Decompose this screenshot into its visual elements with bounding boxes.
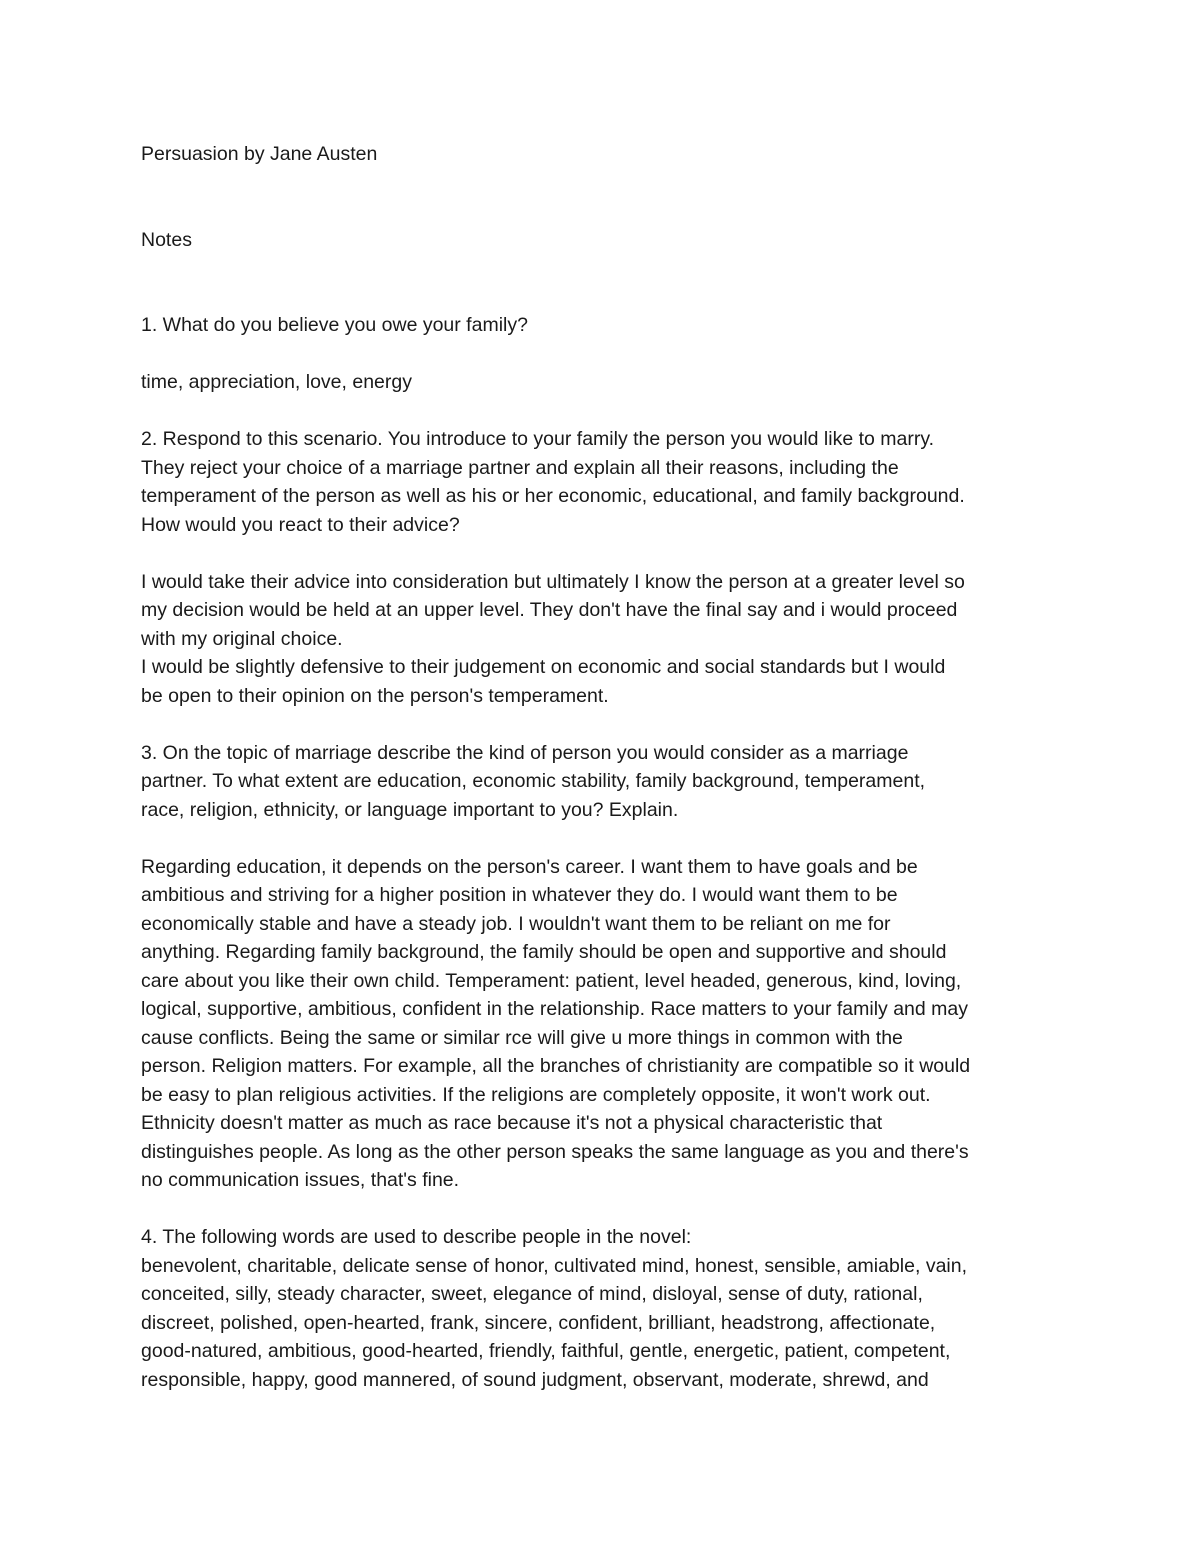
answer-3-line: ambitious and striving for a higher position in whatever they do. I would want them to be bbox=[141, 884, 898, 906]
answer-3-line: anything. Regarding family background, the family should be open and supportive and should bbox=[141, 941, 947, 963]
word-list-line: benevolent, charitable, delicate sense of honor, cultivated mind, honest, sensible, amiable, vain, bbox=[141, 1254, 968, 1277]
document-title: Persuasion by Jane Austen bbox=[141, 143, 378, 165]
answer-2-line: I would take their advice into consideration but ultimately I know the person at a greater level so bbox=[141, 570, 965, 593]
answer-3-line: person. Religion matters. For example, all the branches of christianity are compatible so it would bbox=[141, 1055, 971, 1077]
answer-3-line: cause conflicts. Being the same or similar rce will give u more things in common with the bbox=[141, 1026, 903, 1049]
answer-3-line: care about you like their own child. Temperament: patient, level headed, generous, kind, loving, bbox=[141, 969, 962, 992]
question-4: 4. The following words are used to describe people in the novel: bbox=[141, 1226, 692, 1248]
answer-2 bbox=[141, 568, 1071, 711]
answer-2-line: be open to their opinion on the person's temperament. bbox=[141, 684, 609, 707]
document-subtitle: Notes bbox=[141, 228, 192, 251]
word-list-line: responsible, happy, good mannered, of sound judgment, observant, moderate, shrewd, and bbox=[141, 1368, 929, 1391]
question-3-line: 3. On the topic of marriage describe the kind of person you would consider as a marriage bbox=[141, 741, 909, 764]
question-2-line: 2. Respond to this scenario. You introduce to your family the person you would like to marry. bbox=[141, 428, 935, 450]
word-list-line: good-natured, ambitious, good-hearted, friendly, faithful, gentle, energetic, patient, competent, bbox=[141, 1340, 951, 1362]
spacer bbox=[141, 1195, 1071, 1224]
answer-3-line: logical, supportive, ambitious, confident in the relationship. Race matters to your family and may bbox=[141, 998, 968, 1020]
answer-3-line: Ethnicity doesn't matter as much as race because it's not a physical characteristic that bbox=[141, 1112, 883, 1134]
answer-3-line: economically stable and have a steady job. I wouldn't want them to be reliant on me for bbox=[141, 912, 891, 935]
question-3-line: race, religion, ethnicity, or language important to you? Explain. bbox=[141, 798, 679, 821]
spacer bbox=[141, 340, 1071, 369]
word-list-line: discreet, polished, open-hearted, frank, sincere, confident, brilliant, headstrong, affectionate, bbox=[141, 1311, 936, 1334]
question-2-line: temperament of the person as well as his or her economic, educational, and family background. bbox=[141, 485, 965, 507]
document-page bbox=[141, 140, 1071, 1394]
answer-3-line: no communication issues, that's fine. bbox=[141, 1169, 460, 1191]
answer-2-line: my decision would be held at an upper level. They don't have the final say and i would proceed bbox=[141, 599, 958, 621]
answer-2-line: with my original choice. bbox=[141, 627, 343, 650]
spacer bbox=[141, 254, 1071, 311]
answer-2-line: I would be slightly defensive to their judgement on economic and social standards but I would bbox=[141, 656, 946, 678]
question-2-line: They reject your choice of a marriage partner and explain all their reasons, including the bbox=[141, 456, 899, 479]
spacer bbox=[141, 397, 1071, 426]
answer-3-line: Regarding education, it depends on the person's career. I want them to have goals and be bbox=[141, 855, 918, 878]
spacer bbox=[141, 824, 1071, 853]
question-1: 1. What do you believe you owe your family? bbox=[141, 314, 528, 336]
word-list bbox=[141, 1252, 1071, 1395]
answer-3 bbox=[141, 853, 1071, 1195]
answer-1: time, appreciation, love, energy bbox=[141, 371, 412, 393]
spacer bbox=[141, 169, 1071, 226]
spacer bbox=[141, 539, 1071, 568]
question-2-line: How would you react to their advice? bbox=[141, 513, 460, 536]
answer-3-line: distinguishes people. As long as the other person speaks the same language as you and there's bbox=[141, 1140, 969, 1163]
spacer bbox=[141, 710, 1071, 739]
question-3-line: partner. To what extent are education, economic stability, family background, temperament, bbox=[141, 770, 926, 792]
question-3 bbox=[141, 739, 1071, 825]
answer-3-line: be easy to plan religious activities. If the religions are completely opposite, it won't work out. bbox=[141, 1083, 931, 1106]
word-list-line: conceited, silly, steady character, sweet, elegance of mind, disloyal, sense of duty, rational, bbox=[141, 1283, 923, 1305]
question-2 bbox=[141, 425, 1071, 539]
